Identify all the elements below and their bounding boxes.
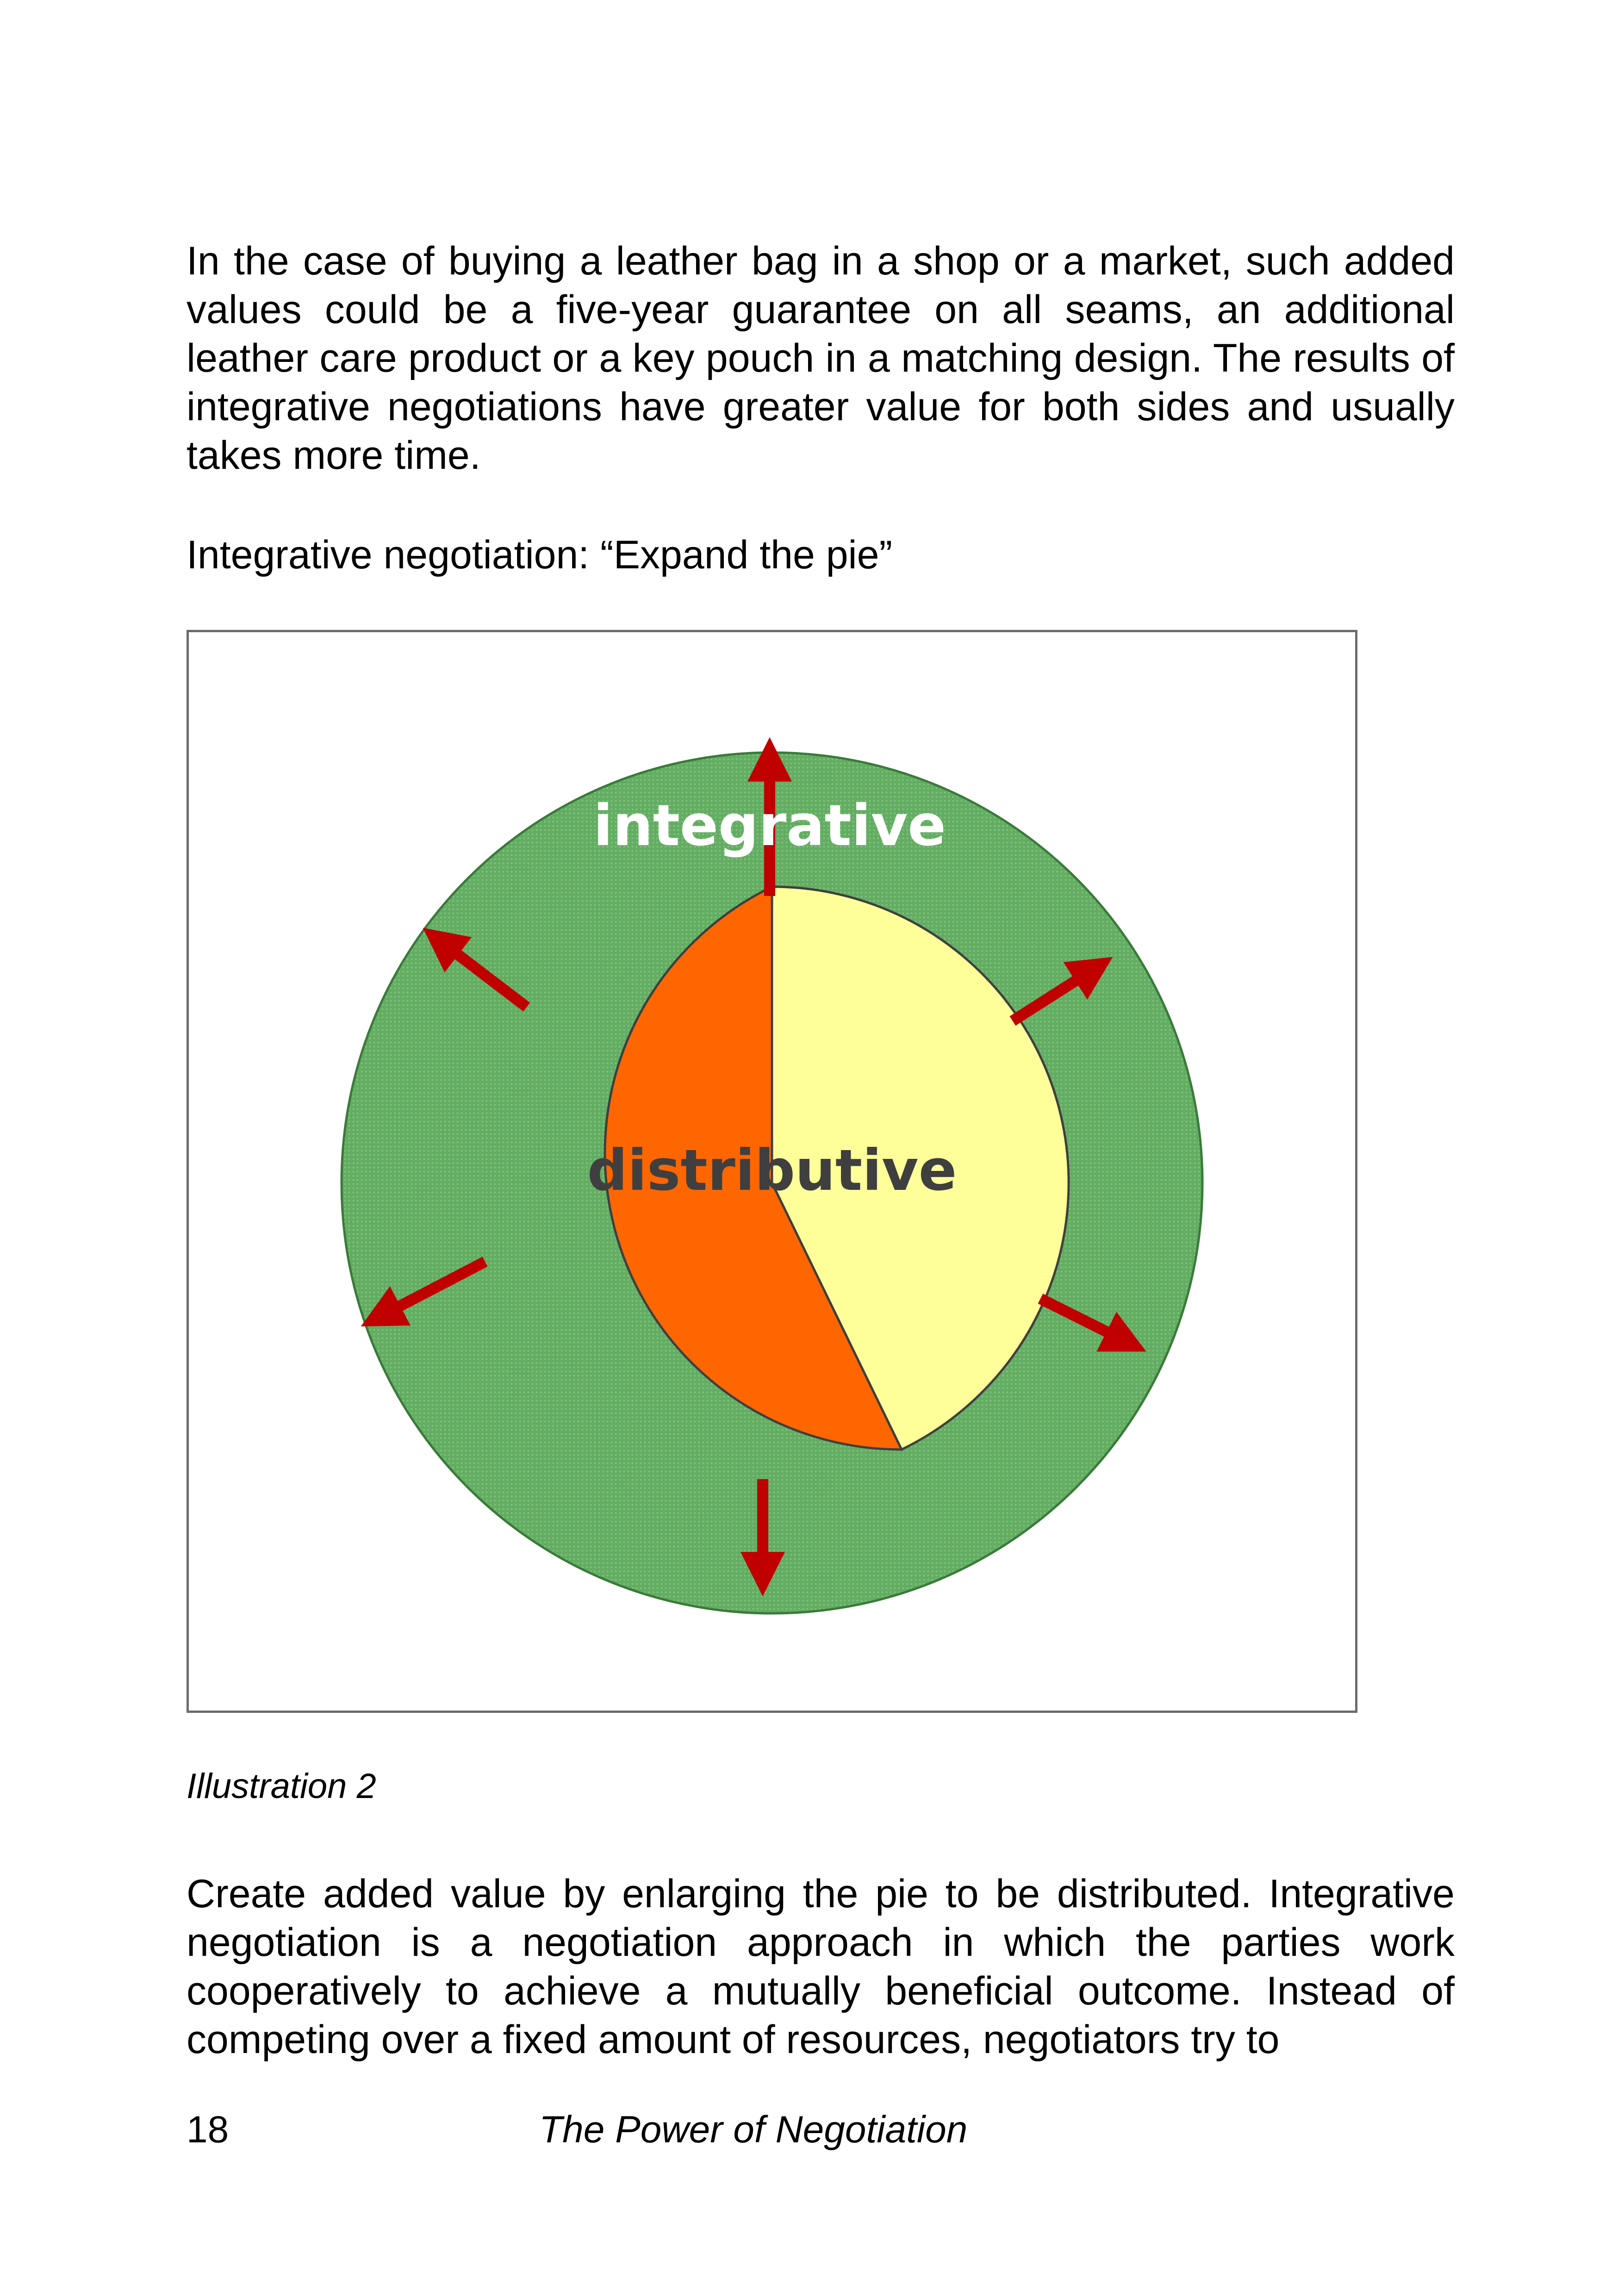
figure-illustration-2 — [187, 630, 1357, 1713]
running-footer-title: The Power of Negotiation — [539, 2109, 968, 2151]
pie-diagram — [189, 632, 1355, 1711]
page-number: 18 — [187, 2109, 229, 2151]
figure-caption: Illustration 2 — [187, 1767, 376, 1806]
body-paragraph-1: In the case of buying a leather bag in a shop or a market, such added values could be a five-year guarantee on all seams, an additional leather care product or a key pouch in a matching design. The results of integrative negotiations have greater value for both sides and usually takes more time. — [187, 239, 1455, 478]
label-distributive: distributive — [587, 1138, 957, 1203]
section-heading: Integrative negotiation: “Expand the pie” — [187, 533, 893, 577]
body-paragraph-2: Create added value by enlarging the pie to be distributed. Integrative negotiation is a negotiation approach in which the parties work cooperatively to achieve a mutually beneficial outcome. Instead of competing over a fixed amount of resources, negotiators try to — [187, 1872, 1455, 2062]
label-integrative: integrative — [593, 793, 946, 859]
